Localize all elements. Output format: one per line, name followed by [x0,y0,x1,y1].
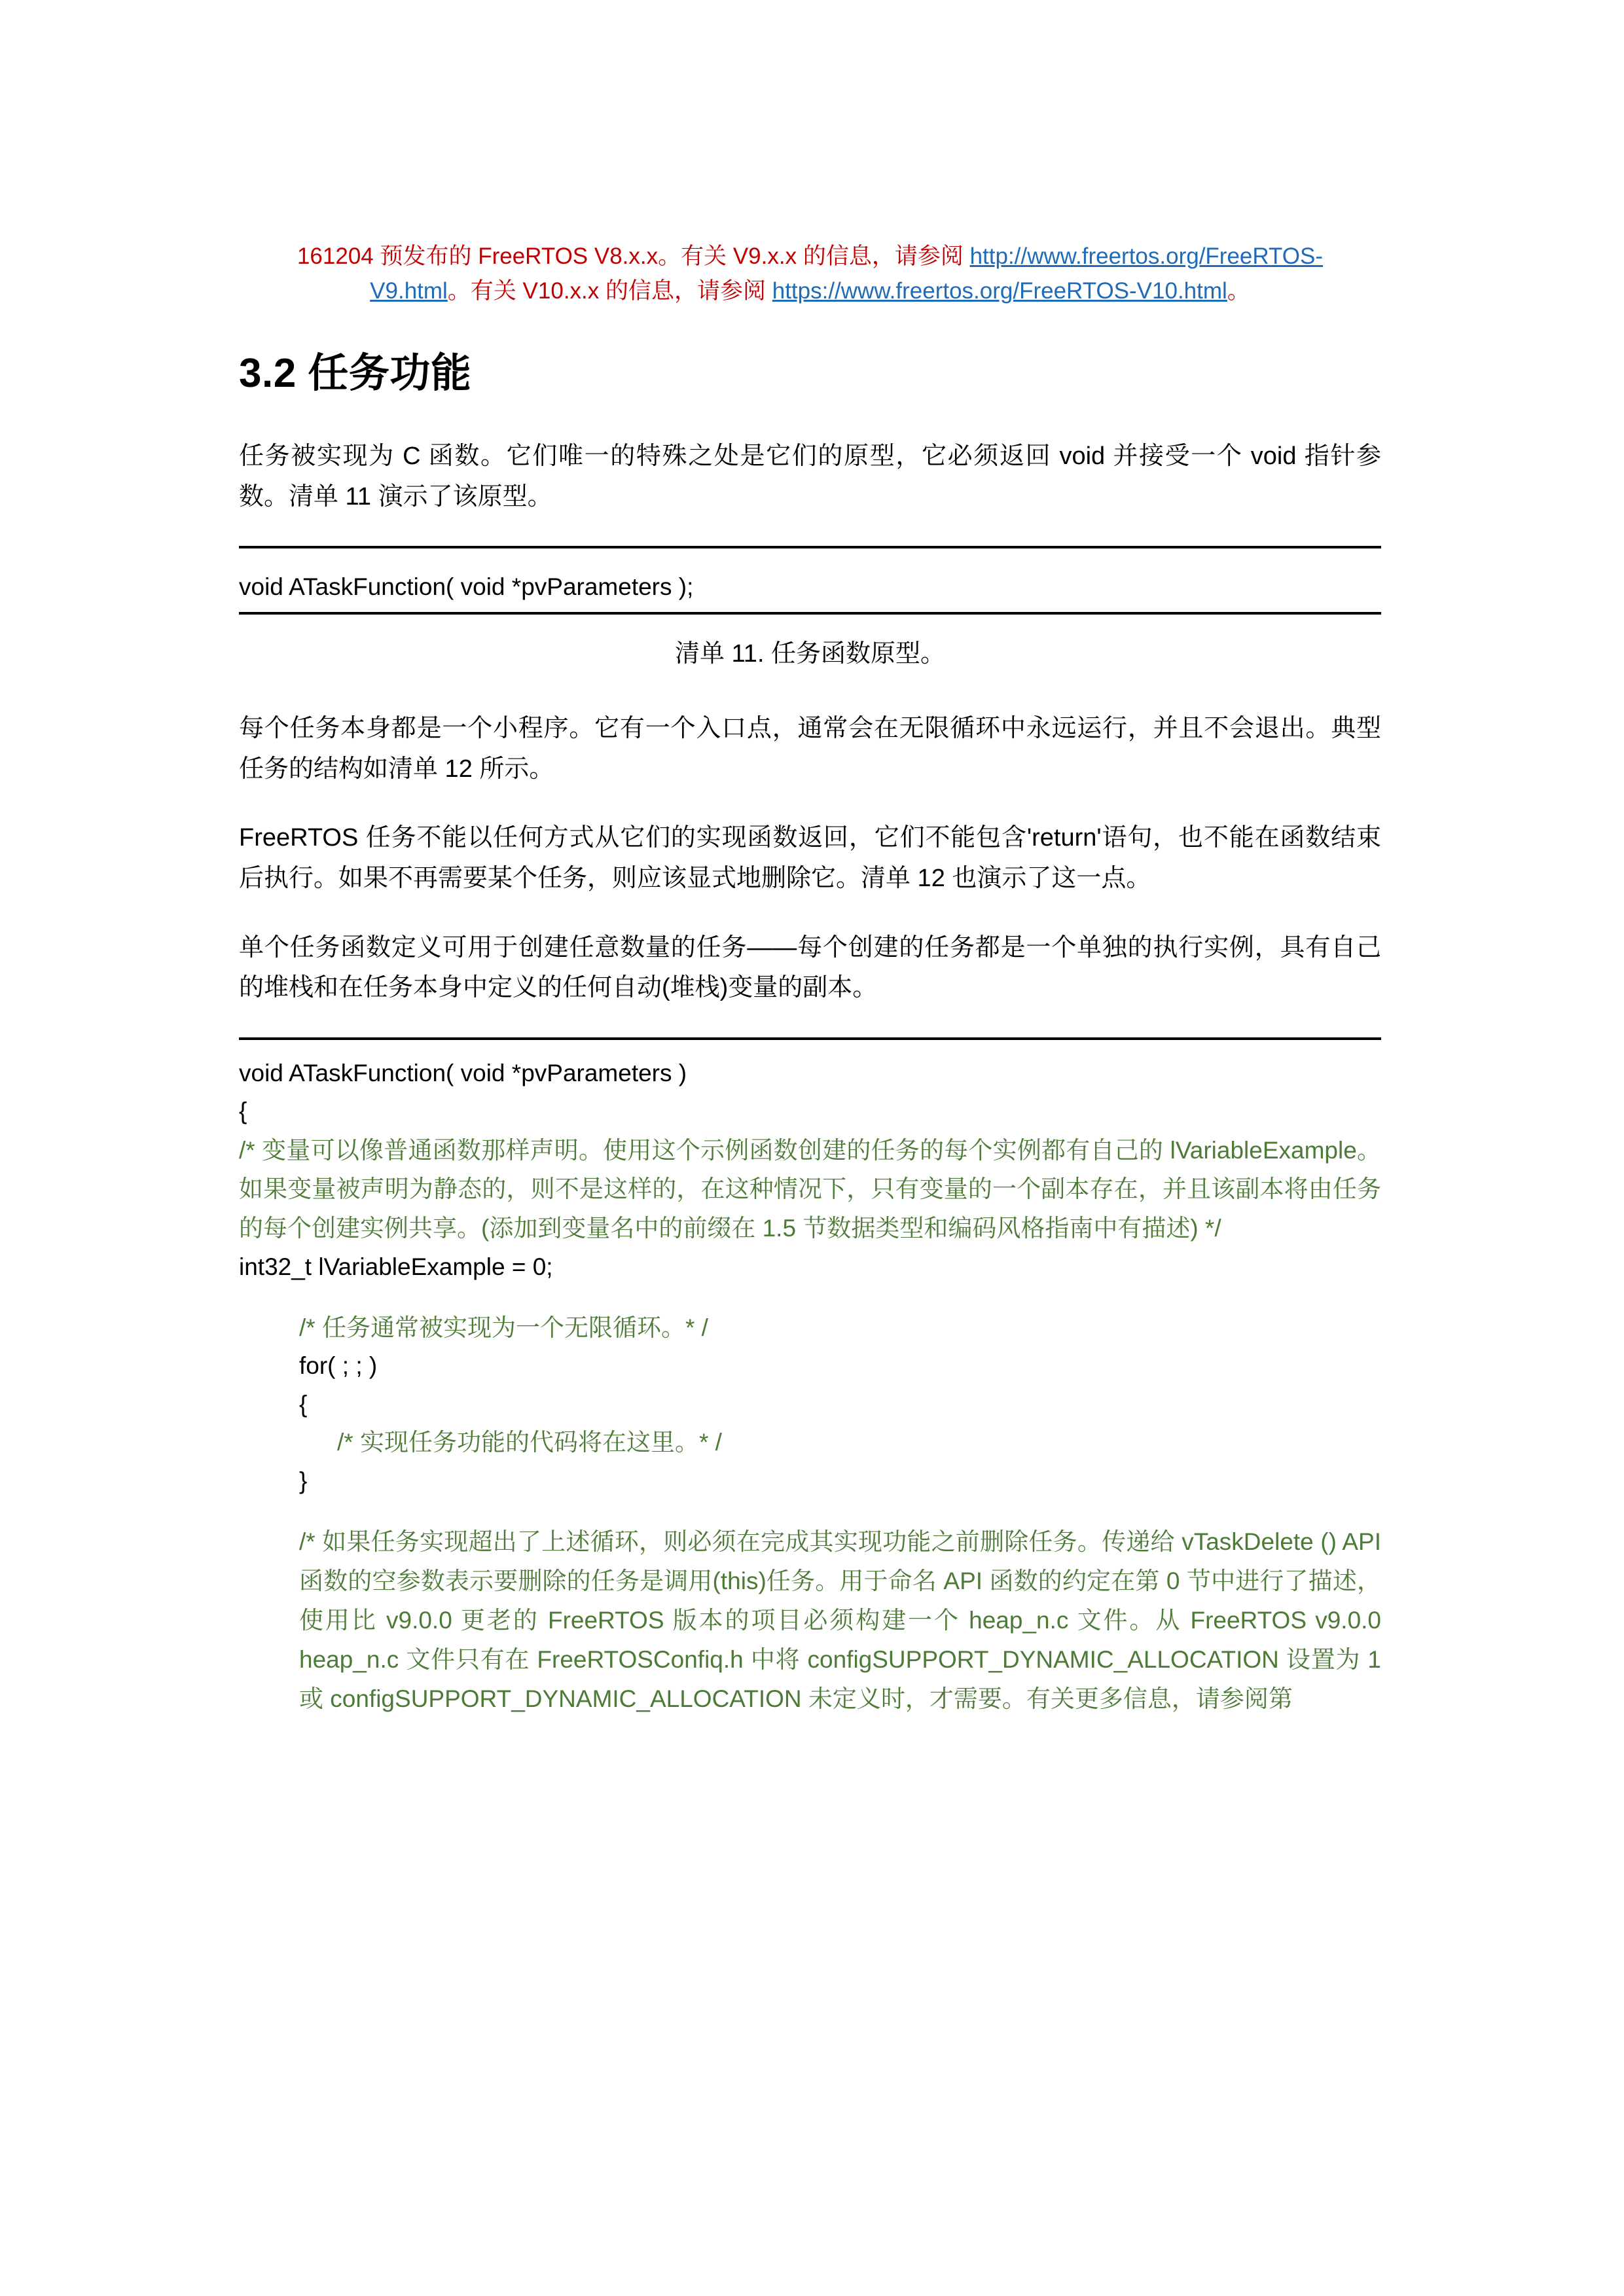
listing-12-top-rule [239,1037,1381,1040]
code-line-for-open-brace: { [299,1390,308,1418]
code-comment-variables: /* 变量可以像普通函数那样声明。使用这个示例函数创建的任务的每个实例都有自己的 lVariableExample。如果变量被声明为静态的，则不是这样的，在这种情况下，只有变量的一个副本存在，并且该副本将由任务的每个创建实例共享。(添加到变量名中的前缀在 1.5 节数据类型和编码风格指南中有描述) */ [239,1136,1381,1242]
listing-11-bottom-rule [239,612,1381,615]
version-notice-text-1: 161204 预发布的 FreeRTOS V8.x.x。有关 V9.x.x 的信息，请参阅 [297,243,970,269]
code-line-signature: void ATaskFunction( void *pvParameters ) [239,1059,687,1086]
listing-11-code: void ATaskFunction( void *pvParameters ); [239,573,694,601]
code-comment-infinite-loop: /* 任务通常被实现为一个无限循环。* / [299,1314,708,1341]
code-line-for: for( ; ; ) [299,1352,378,1380]
freertos-v9-link[interactable]: http://www.freertos.org/FreeRTOS-V9.html [370,243,1324,304]
code-line-for-close-brace: } [299,1467,308,1494]
version-notice-text-3: 。 [1227,278,1250,304]
paragraph-task-instances: 单个任务函数定义可用于创建任意数量的任务——每个创建的任务都是一个单独的执行实例，具有自己的堆栈和在任务本身中定义的任何自动(堆栈)变量的副本。 [239,933,1381,1002]
section-heading: 3.2 任务功能 [239,351,472,397]
listing-11-top-rule [239,546,1381,548]
code-comment-task-delete: /* 如果任务实现超出了上述循环，则必须在完成其实现功能之前删除任务。传递给 vTaskDelete () API 函数的空参数表示要删除的任务是调用(this)任务。用于命名 API 函数的约定在第 0 节中进行了描述，使用比 v9.0.0 更老的 FreeRTOS 版本的项目必须构建一个 heap_n.c 文件。从 FreeRTOS v9.0.0 heap_n.c 文件只有在 FreeRTOSConfiq.h 中将 configSUPPORT_DYNAMIC_ALLOCATION 设置为 1 或 configSUPPORT_DYNAMIC_ALLOCATION 未定义时，才需要。有关更多信息，请参阅第 [299,1528,1381,1712]
listing-11-caption: 清单 11. 任务函数原型。 [674,639,946,668]
paragraph-task-c-function: 任务被实现为 C 函数。它们唯一的特殊之处是它们的原型，它必须返回 void 并接受一个 void 指针参数。清单 11 演示了该原型。 [239,442,1381,511]
code-line-open-brace: { [239,1098,247,1125]
code-line-variable-declaration: int32_t lVariableExample = 0; [239,1253,553,1281]
version-notice [239,239,1381,308]
paragraph-task-small-program: 每个任务本身都是一个小程序。它有一个入口点，通常会在无限循环中永远运行，并且不会退出。典型任务的结构如清单 12 所示。 [239,715,1381,783]
version-notice-text-2: 。有关 V10.x.x 的信息，请参阅 [447,278,772,304]
code-comment-task-body: /* 实现任务功能的代码将在这里。* / [337,1429,722,1456]
code-spacer-2 [239,1500,1381,1522]
paragraph-task-no-return: FreeRTOS 任务不能以任何方式从它们的实现函数返回，它们不能包含'return'语句，也不能在函数结束后执行。如果不再需要某个任务，则应该显式地删除它。清单 12 也演示了这一点。 [239,824,1381,892]
code-spacer-1 [239,1287,1381,1309]
freertos-v10-link[interactable]: https://www.freertos.org/FreeRTOS-V10.html [772,278,1227,304]
